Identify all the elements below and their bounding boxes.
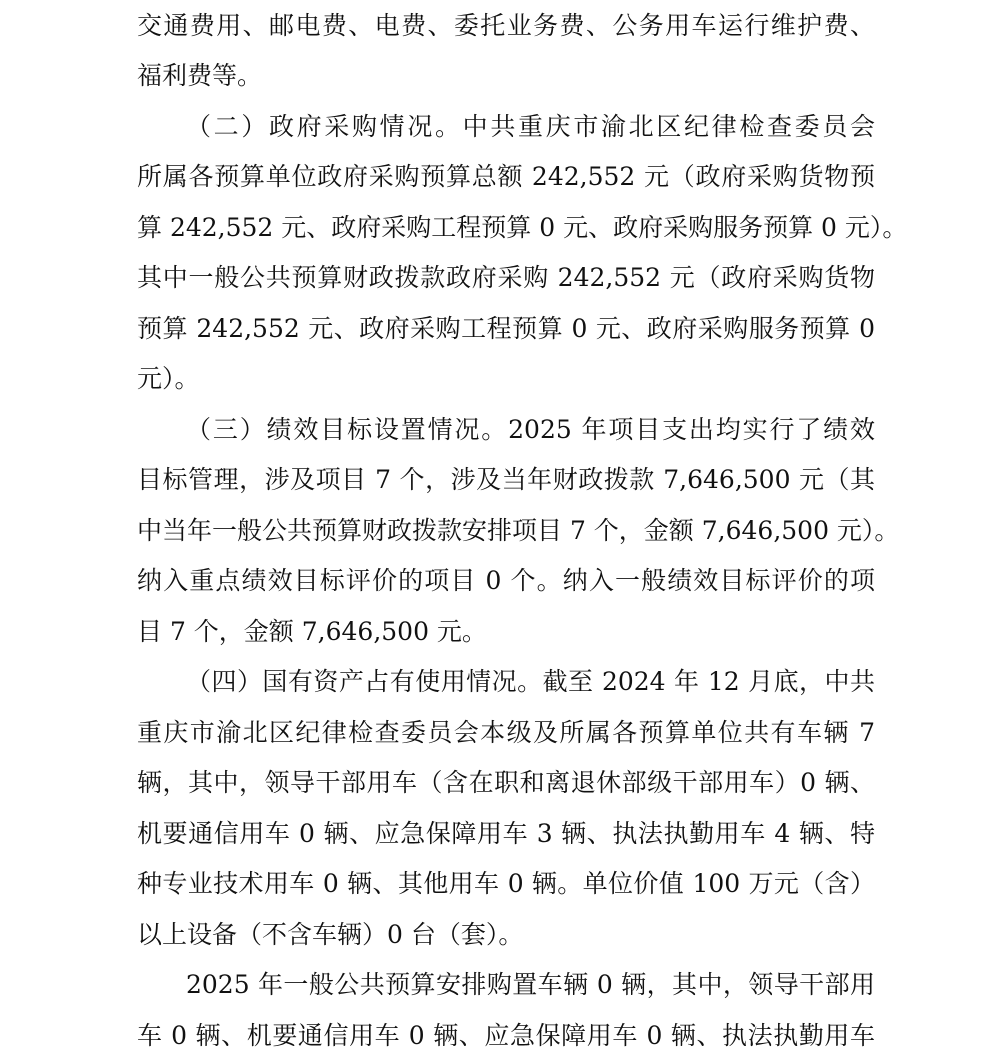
text-line: 其中一般公共预算财政拨款政府采购 242,552 元（政府采购货物	[137, 263, 875, 292]
text-line: 机要通信用车 0 辆、应急保障用车 3 辆、执法执勤用车 4 辆、特	[137, 819, 875, 848]
text-line: 元）。	[137, 364, 200, 393]
text-line: 目 7 个，金额 7,646,500 元。	[137, 617, 487, 646]
text-line: 算 242,552 元、政府采购工程预算 0 元、政府采购服务预算 0 元）。	[137, 213, 908, 242]
text-line: 辆，其中，领导干部用车（含在职和离退休部级干部用车）0 辆、	[137, 768, 875, 797]
text-line: 车 0 辆、机要通信用车 0 辆、应急保障用车 0 辆、执法执勤用车	[137, 1021, 875, 1050]
text-line: 交通费用、邮电费、电费、委托业务费、公务用车运行维护费、	[137, 11, 875, 40]
text-line: 重庆市渝北区纪律检查委员会本级及所属各预算单位共有车辆 7	[137, 718, 875, 747]
text-line: 所属各预算单位政府采购预算总额 242,552 元（政府采购货物预	[137, 162, 875, 191]
section-heading-line: （二）政府采购情况。中共重庆市渝北区纪律检查委员会	[186, 112, 875, 141]
text-line: 福利费等。	[137, 61, 263, 90]
text-line: 以上设备（不含车辆）0 台（套）。	[137, 920, 524, 949]
text-line: 种专业技术用车 0 辆、其他用车 0 辆。单位价值 100 万元（含）	[137, 869, 875, 898]
section-heading-line: （四）国有资产占有使用情况。截至 2024 年 12 月底，中共	[186, 667, 875, 696]
text-line: 目标管理，涉及项目 7 个，涉及当年财政拨款 7,646,500 元（其	[137, 465, 875, 494]
text-line: 预算 242,552 元、政府采购工程预算 0 元、政府采购服务预算 0	[137, 314, 875, 343]
text-line: 中当年一般公共预算财政拨款安排项目 7 个，金额 7,646,500 元）。	[137, 516, 900, 545]
section-heading-line: （三）绩效目标设置情况。2025 年项目支出均实行了绩效	[186, 415, 875, 444]
paragraph-start-line: 2025 年一般公共预算安排购置车辆 0 辆，其中，领导干部用	[186, 970, 875, 999]
text-line: 纳入重点绩效目标评价的项目 0 个。纳入一般绩效目标评价的项	[137, 566, 875, 595]
